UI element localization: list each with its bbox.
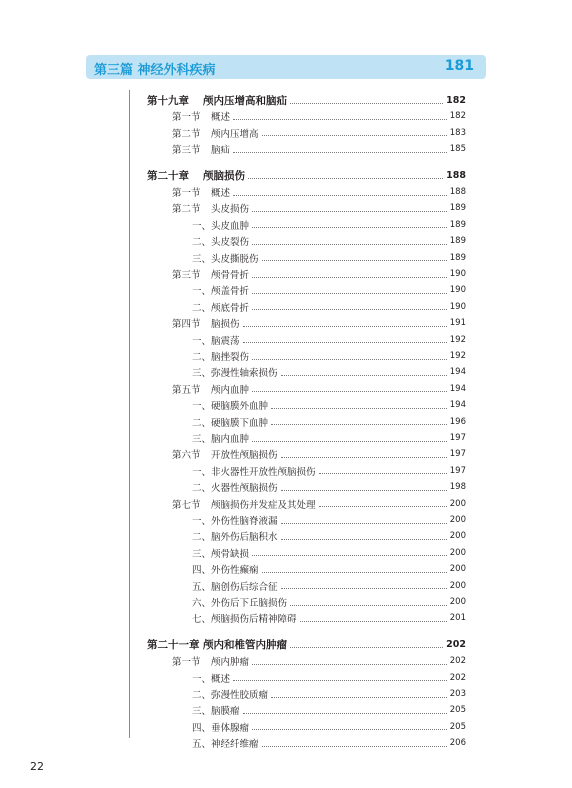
toc-entry-title: 一、外伤性脑脊液漏 (192, 516, 278, 527)
toc-leader-dots (290, 647, 443, 648)
toc-item-row[interactable] (192, 348, 466, 364)
toc-leader-dots (319, 473, 447, 474)
toc-entry-title: 二、头皮裂伤 (192, 237, 250, 249)
toc-leader-dots (252, 227, 447, 228)
toc-entry-title: 二、脑挫裂伤 (192, 352, 250, 363)
toc-entry-title: 颅内血肿 (211, 384, 250, 396)
toc-entry-title: 开放性颅脑损伤 (211, 450, 278, 462)
toc-entry-page: 200 (449, 498, 466, 509)
toc-chapter-row[interactable] (147, 168, 466, 184)
toc-entry-title: 七、颅脑损伤后精神障碍 (192, 614, 297, 626)
toc-entry-page: 194 (449, 383, 466, 394)
toc-entry-page: 188 (449, 187, 466, 197)
toc-item-row[interactable] (192, 430, 466, 446)
toc-entry-page: 206 (449, 738, 466, 749)
toc-section-row[interactable] (172, 184, 466, 200)
toc-entry-number: 第六节 (172, 450, 201, 462)
toc-entry-number: 第二十章 (147, 170, 189, 183)
toc-entry-page: 189 (449, 219, 466, 230)
toc-entry-page: 198 (449, 482, 466, 493)
toc-entry-title: 二、脑外伤后脑积水 (192, 532, 278, 544)
toc-entry-number: 第二节 (172, 128, 201, 140)
toc-item-row[interactable] (192, 233, 466, 249)
toc-section-row[interactable] (172, 381, 466, 397)
toc-leader-dots (281, 523, 447, 524)
toc-leader-dots (252, 211, 447, 212)
toc-entry-title: 脑损伤 (211, 319, 240, 331)
toc-entry-page: 203 (449, 689, 466, 699)
toc-entry-number: 第二十一章 (147, 639, 200, 652)
toc-leader-dots (290, 103, 443, 104)
toc-entry-page: 197 (449, 433, 466, 443)
toc-section-row[interactable] (172, 125, 466, 141)
toc-entry-number: 第一节 (172, 112, 201, 124)
toc-entry-title: 一、颅盖骨折 (192, 286, 250, 298)
toc-item-row[interactable] (192, 217, 466, 233)
toc-leader-dots (262, 135, 447, 136)
toc-section-row[interactable] (172, 108, 466, 124)
toc-entry-title: 头皮损伤 (211, 204, 250, 216)
toc-entry-title: 五、脑创伤后综合征 (192, 581, 278, 593)
toc-entry-page: 185 (449, 144, 466, 155)
toc-entry-title: 二、颅底骨折 (192, 302, 250, 314)
toc-leader-dots (233, 119, 447, 120)
toc-section-row[interactable] (172, 315, 466, 331)
toc-item-row[interactable] (192, 364, 466, 380)
toc-entry-number: 第一节 (172, 657, 201, 669)
toc-leader-dots (252, 391, 447, 392)
toc-entry-page: 189 (449, 252, 466, 263)
toc-item-row[interactable] (192, 561, 466, 577)
toc-entry-title: 五、神经纤维瘤 (192, 739, 259, 751)
toc-leader-dots (243, 713, 447, 714)
toc-leader-dots (243, 326, 447, 327)
toc-entry-title: 概述 (211, 112, 231, 124)
toc-entry-page: 190 (449, 269, 466, 279)
toc-entry-title: 三、脑膜瘤 (192, 706, 240, 718)
toc-item-row[interactable] (192, 414, 466, 430)
toc-entry-page: 194 (449, 367, 466, 378)
toc-entry-title: 颅脑损伤并发症及其处理 (211, 499, 316, 511)
toc-leader-dots (233, 680, 447, 681)
toc-entry-page: 194 (449, 400, 466, 411)
page-number: 22 (30, 760, 44, 773)
toc-entry-number: 第二节 (172, 204, 201, 216)
toc-item-row[interactable] (192, 250, 466, 266)
toc-entry-title: 颅内压增高 (211, 128, 259, 140)
toc-entry-number: 第四节 (172, 319, 201, 331)
toc-entry-page: 201 (449, 613, 466, 624)
toc-leader-dots (271, 408, 447, 409)
toc-entry-page: 189 (449, 203, 466, 214)
toc-chapter-row[interactable] (147, 92, 466, 108)
toc-entry-number: 第三节 (172, 270, 201, 281)
toc-leader-dots (262, 746, 447, 747)
toc-item-row[interactable] (192, 670, 466, 686)
toc-item-row[interactable] (192, 702, 466, 718)
toc-leader-dots (252, 359, 447, 360)
toc-leader-dots (281, 490, 447, 491)
toc-section-row[interactable] (172, 653, 466, 669)
toc-leader-dots (252, 277, 447, 278)
toc-entry-title: 一、概述 (192, 673, 231, 685)
toc-entry-page: 200 (449, 547, 466, 558)
toc-entry-page: 192 (449, 334, 466, 345)
toc-entry-page: 196 (449, 416, 466, 427)
toc-section-row[interactable] (172, 446, 466, 462)
toc-item-row[interactable] (192, 578, 466, 594)
toc-entry-title: 三、脑内血肿 (192, 434, 250, 445)
toc-entry-title: 一、脑震荡 (192, 335, 240, 347)
toc-entry-page: 200 (449, 531, 466, 542)
toc-entry-page: 202 (449, 672, 466, 683)
toc-entry-title: 脑疝 (211, 145, 231, 157)
toc-item-row[interactable] (192, 299, 466, 315)
toc-leader-dots (252, 309, 447, 310)
toc-leader-dots (252, 729, 447, 730)
toc-entry-title: 颅内和椎管内肿瘤 (203, 639, 287, 652)
toc-entry-title: 颅内肿瘤 (211, 657, 250, 669)
toc-entry-title: 二、火器性颅脑损伤 (192, 483, 278, 495)
toc-entry-title: 一、非火器性开放性颅脑损伤 (192, 466, 316, 478)
toc-entry-page: 200 (449, 597, 466, 607)
toc-entry-page: 189 (449, 236, 466, 247)
toc-leader-dots (281, 588, 447, 589)
toc-item-row[interactable] (192, 545, 466, 561)
toc-entry-number: 第七节 (172, 499, 201, 511)
toc-entry-title: 一、硬脑膜外血肿 (192, 401, 269, 413)
toc-entry-page: 200 (449, 564, 466, 575)
toc-leader-dots (252, 555, 447, 556)
toc-entry-page: 202 (446, 639, 466, 651)
toc-entry-title: 三、颅骨缺损 (192, 548, 250, 560)
toc-leader-dots (281, 457, 447, 458)
toc-item-row[interactable] (192, 397, 466, 413)
toc-entry-title: 三、弥漫性轴索损伤 (192, 368, 278, 380)
toc-item-row[interactable] (192, 463, 466, 479)
toc-section-row[interactable] (172, 266, 466, 282)
toc-chapter-row[interactable] (147, 637, 466, 653)
toc-leader-dots (248, 178, 443, 179)
toc-entry-title: 六、外伤后下丘脑损伤 (192, 598, 288, 609)
toc-leader-dots (233, 152, 447, 153)
toc-entry-title: 二、弥漫性胶质瘤 (192, 690, 269, 701)
toc-vertical-rule (129, 90, 130, 738)
toc-leader-dots (281, 375, 447, 376)
toc-entry-page: 183 (449, 127, 466, 138)
toc-item-row[interactable] (192, 719, 466, 735)
toc-entry-number: 第一节 (172, 188, 201, 199)
toc-entry-page: 205 (449, 705, 466, 716)
toc-section-row[interactable] (172, 200, 466, 216)
toc-entry-page: 182 (446, 94, 466, 106)
toc-item-row[interactable] (192, 735, 466, 751)
toc-entry-title: 颅骨骨折 (211, 270, 250, 281)
toc-leader-dots (262, 572, 447, 573)
toc-item-row[interactable] (192, 332, 466, 348)
toc-entry-number: 第三节 (172, 145, 201, 157)
toc-entry-title: 四、垂体腺瘤 (192, 722, 250, 734)
toc-entry-page: 191 (449, 318, 466, 329)
toc-leader-dots (319, 506, 447, 507)
toc-leader-dots (252, 664, 447, 665)
toc-entry-title: 颅脑损伤 (203, 170, 245, 183)
toc-leader-dots (252, 293, 447, 294)
toc-leader-dots (252, 244, 447, 245)
toc-entry-number: 第五节 (172, 384, 201, 396)
toc-leader-dots (271, 424, 447, 425)
toc-entry-page: 205 (449, 721, 466, 732)
toc-item-row[interactable] (192, 479, 466, 495)
toc-leader-dots (243, 342, 447, 343)
toc-entry-page: 202 (449, 656, 466, 667)
toc-entry-page: 200 (449, 515, 466, 525)
toc-section-row[interactable] (172, 141, 466, 157)
toc-entry-page: 200 (449, 580, 466, 591)
toc-entry-page: 182 (449, 111, 466, 122)
toc-leader-dots (252, 441, 447, 442)
toc-entry-page: 188 (446, 170, 466, 182)
toc-entry-page: 190 (449, 301, 466, 312)
part-banner (86, 55, 486, 79)
toc-entry-page: 197 (449, 449, 466, 460)
toc-leader-dots (281, 539, 447, 540)
toc-entry-number: 第十九章 (147, 94, 189, 107)
toc-item-row[interactable] (192, 610, 466, 626)
toc-entry-page: 190 (449, 285, 466, 296)
toc-entry-page: 197 (449, 465, 466, 476)
toc-leader-dots (271, 697, 447, 698)
toc-entry-title: 三、头皮撕脱伤 (192, 253, 259, 265)
toc-item-row[interactable] (192, 594, 466, 610)
toc-section-row[interactable] (172, 496, 466, 512)
part-title: 第三篇 神经外科疾病 (94, 63, 216, 78)
toc-item-row[interactable] (192, 282, 466, 298)
toc-leader-dots (300, 621, 447, 622)
toc-item-row[interactable] (192, 528, 466, 544)
toc-leader-dots (262, 260, 447, 261)
toc-entry-title: 颅内压增高和脑疝 (203, 94, 287, 107)
toc-entry-title: 概述 (211, 188, 231, 199)
toc-entry-title: 二、硬脑膜下血肿 (192, 417, 269, 429)
toc-entry-title: 四、外伤性癫痫 (192, 565, 259, 577)
part-page-number: 181 (444, 58, 474, 74)
toc-item-row[interactable] (192, 686, 466, 702)
toc-entry-page: 192 (449, 351, 466, 361)
toc-leader-dots (290, 605, 447, 606)
toc-leader-dots (233, 195, 447, 196)
toc-item-row[interactable] (192, 512, 466, 528)
toc-entry-title: 一、头皮血肿 (192, 220, 250, 232)
